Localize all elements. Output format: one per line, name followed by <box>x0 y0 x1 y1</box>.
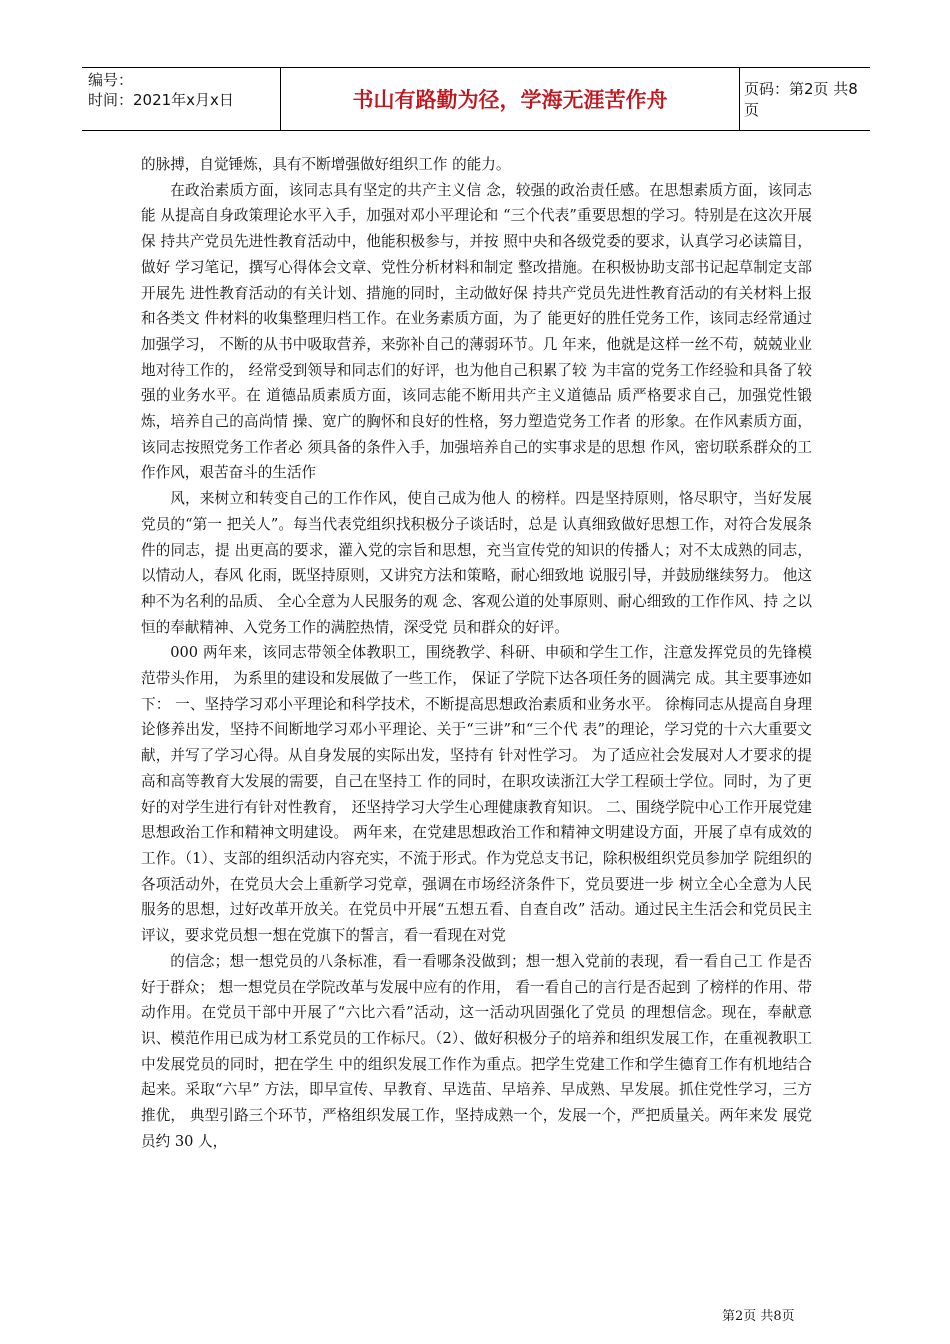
doc-number-label: 编号： <box>88 71 134 89</box>
header-motto: 书山有路勤为径，学海无涯苦作舟 <box>280 68 740 130</box>
paragraph-5: 的信念；想一想党员的八条标准，看一看哪条没做到；想一想入党前的表现，看一看自己工 作是否好于群众； 想一想党员在学院改革与发展中应有的作用， 看一看自己的言行是否起到 了榜样的作用、带动作用。在党员干部中开展了“六比六看”活动，这一活动巩固强化了党员 的理想信念。现在，奉献意识、模范作用已成为材工系党员的工作标尺。（2）、做好积极分子的培养和组织发展工作，在重视教职工中发展党员的同时，把在学生 中的组织发展工作作为重点。把学生党建工作和学生德育工作有机地结合起来。采取“六早” 方法，即早宣传、早教育、早选苗、早培养、早成熟、早发展。抓住党性学习，三方推优， 典型引路三个环节，严格组织发展工作，坚持成熟一个，发展一个，严把质量关。两年来发 展党员约 30 人， <box>141 952 812 1150</box>
paragraph-2: 在政治素质方面，该同志具有坚定的共产主义信 念，较强的政治责任感。在思想素质方面，该同志能 从提高自身政策理论水平入手，加强对邓小平理论和 “三个代表”重要思想的学习。特别是在这次开展保 持共产党员先进性教育活动中，他能积极参与，并按 照中央和各级党委的要求，认真学习必读篇目，做好 学习笔记，撰写心得体会文章、党性分析材料和制定 整改措施。在积极协助支部书记起草制定支部开展先 进性教育活动的有关计划、措施的同时，主动做好保 持共产党员先进性教育活动的有关材料上报和各类文 件材料的收集整理归档工作。在业务素质方面，为了 能更好的胜任党务工作，该同志经常通过加强学习， 不断的从书中吸取营养，来弥补自己的薄弱环节。几 年来，他就是这样一丝不苟，兢兢业业地对待工作的， 经常受到领导和同志们的好评，也为他自己积累了较 为丰富的党务工作经验和具备了较强的业务水平。在 道德品质素质方面，该同志能不断用共产主义道德品 质严格要求自己，加强党性锻炼，培养自己的高尚情 操、宽广的胸怀和良好的性格，努力塑造党务工作者 的形象。在作风素质方面，该同志按照党务工作者必 须具备的条件入手，加强培养自己的实事求是的思想 作风，密切联系群众的工作作风，艰苦奋斗的生活作 <box>141 181 812 482</box>
document-body <box>141 152 812 1154</box>
page-header <box>82 67 870 131</box>
paragraph-4: 000 两年来，该同志带领全体教职工，围绕教学、科研、申硕和学生工作，注意发挥党员的先锋模范带头作用， 为系里的建设和发展做了一些工作， 保证了学院下达各项任务的圆满完 成。其主要事迹如下： 一、坚持学习邓小平理论和科学技术，不断提高思想政治素质和业务水平。 徐梅同志从提高自身理论修养出发，坚持不间断地学习邓小平理论、关于“三讲”和“三个代 表”的理论，学习党的十六大重要文献，并写了学习心得。从自身发展的实际出发，坚持有 针对性学习。 为了适应社会发展对人才要求的提高和高等教育大发展的需要，自己在坚持工 作的同时，在职攻读浙江大学工程硕士学位。同时，为了更好的对学生进行有针对性教育， 还坚持学习大学生心理健康教育知识。 二、围绕学院中心工作开展党建思想政治工作和精神文明建设。 两年来，在党建思想政治工作和精神文明建设方面，开展了卓有成效的工作。（1）、支部的组织活动内容充实，不流于形式。作为党总支书记，除积极组织党员参加学 院组织的各项活动外，在党员大会上重新学习党章，强调在市场经济条件下，党员要进一步 树立全心全意为人民服务的思想，过好改革开放关。在党员中开展“五想五看、自查自改” 活动。通过民主生活会和党员民主评议，要求党员想一想在党旗下的誓言，看一看现在对党 <box>141 644 812 945</box>
paragraph-3: 风，来树立和转变自己的工作作风，使自己成为他人 的榜样。四是坚持原则，恪尽职守，当好发展党员的“第一 把关人”。每当代表党组织找积极分子谈话时，总是 认真细致做好思想工作，对符合发展条件的同志，提 出更高的要求，灌入党的宗旨和思想，充当宣传党的知识的传播人；对不太成熟的同志，以情动人，春风 化雨，既坚持原则，又讲究方法和策略，耐心细致地 说服引导，并鼓励继续努力。 他这种不为名利的品质、 全心全意为人民服务的观 念、客观公道的处事原则、耐心细致的工作作风、持 之以恒的奉献精神、入党务工作的满腔热情，深受党 员和群众的好评。 <box>141 490 812 636</box>
page-footer: 第2页 共8页 <box>722 1309 795 1324</box>
date-label: 时间：2021年x月x日 <box>88 91 234 109</box>
header-page-label: 页码：第2页 共8页 <box>744 80 858 119</box>
paragraph-1: 的脉搏，自觉锤炼，具有不断增强做好组织工作 的能力。 <box>141 156 511 173</box>
header-meta <box>88 70 278 110</box>
